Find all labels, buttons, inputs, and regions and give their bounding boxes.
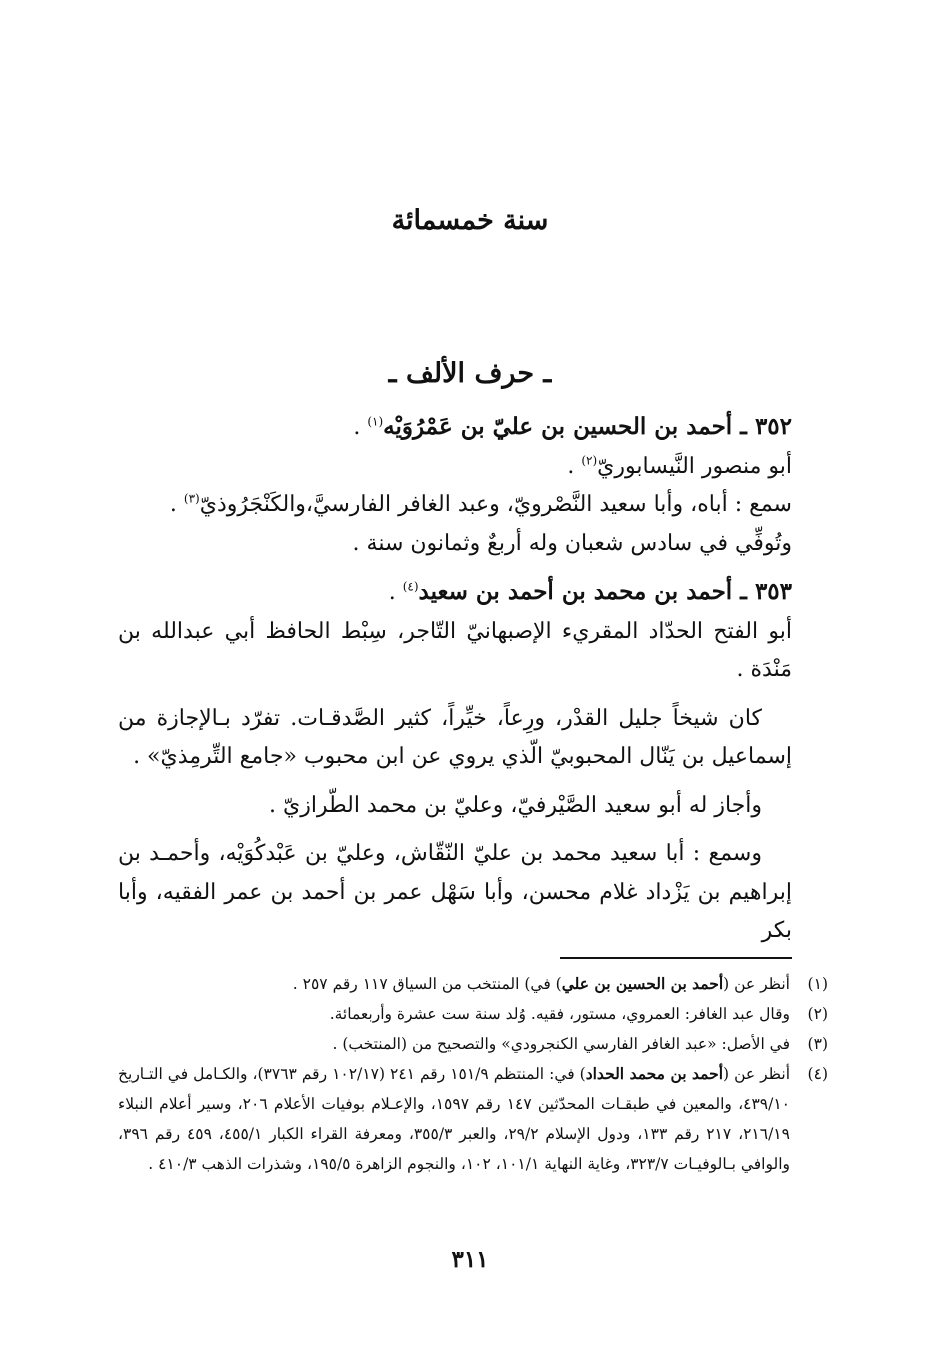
footnote-text <box>118 1059 790 1179</box>
footnote-text <box>118 969 790 999</box>
footnote-number: (٣) <box>807 1035 828 1053</box>
footnote-number: (١) <box>807 975 828 993</box>
footnote-text: وقال عبد الغافر: العمروي، مستور، فقيه. وُلد سنة ست عشرة وأربعمائة. <box>329 1005 790 1023</box>
entry-352-death: وتُوفِّي في سادس شعبان وله أربعٌ وثمانون سنة . <box>352 530 792 556</box>
footnote-text-part: ) في: المنتظم ١٥١/٩ رقم ٢٤١ (١٠٢/١٧ رقم ٣٧٦٣)، والكـامل في التـاريخ ٤٣٩/١٠، والمعين في طبقـات المحدّثين ١٤٧ رقم ١٥٩٧، والإعـلام بوفيات الأعلام ٢٠٦، وسير أعلام النبلاء ٢١٦/١٩، ٢١٧ رقم ١٣٣، ودول الإسلام ٢٩/٢، والعبر ٣٥٥/٣، ومعرفة القراء الكبار ٤٥٥/١، ٤٥٩ رقم ٣٩٦، والوافي بـالوفيـات ٣٢٣/٧، وغاية النهاية ١٠١/١، ١٠٢، والنجوم الزاهرة ١٩٥/٥، وشذرات الذهب ٤١٠/٣ . <box>118 1065 790 1173</box>
footnote-marker: (١) <box>367 414 384 429</box>
entry-352-title <box>118 408 792 448</box>
entry-353-description: كان شيخاً جليل القدْر، ورِعاً، خيِّراً، كثير الصَّدقـات. تفرّد بـالإجازة من إسماعيل بن يَنّال المحبوبيّ الّذي يروي عن ابن محبوب «جامع التِّرمِذيّ» . <box>118 705 792 769</box>
letter-section-heading: ـ حرف الألف ـ <box>388 358 552 389</box>
page-number: ٣١١ <box>451 1246 489 1273</box>
entry-352-heard <box>118 486 792 525</box>
entry-353-heard: وسمع : أبا سعيد محمد بن عليّ النّقّاش، وعليّ بن عَبْدكُوَيْه، وأحمـد بن إبراهيم بن يَزْداد غلام محسن، وأبا سَهْل عمر بن أحمد بن عمر الفقيه، وأبا بكر <box>118 841 792 943</box>
footnote-1 <box>118 969 828 999</box>
footnote-marker: (٢) <box>581 453 598 468</box>
entry-352-kunya <box>118 448 792 487</box>
punctuation: . <box>353 415 368 440</box>
main-text <box>118 408 792 951</box>
footnote-number: (٤) <box>807 1065 828 1083</box>
footnote-text-part: أنظر عن ( <box>723 975 790 993</box>
kunya-text: أبو منصور النَّيسابوريّ <box>597 453 792 479</box>
footnote-marker: (٣) <box>183 491 200 506</box>
footnote-text: في الأصل: «عبد الغافر الفارسي الكنجرودي» والتصحيح من (المنتخب) . <box>332 1035 790 1053</box>
footnote-text-part: أنظر عن ( <box>723 1065 790 1083</box>
footnote-divider <box>560 957 792 959</box>
punctuation: . <box>169 492 184 517</box>
footnote-text-part: ) في) المنتخب من السياق ١١٧ رقم ٢٥٧ . <box>292 975 562 993</box>
footnote-4 <box>118 1059 828 1179</box>
entry-353-title <box>118 573 792 613</box>
footnote-bold-name: أحمد بن الحسين بن علي <box>561 974 724 993</box>
footnote-3 <box>118 1029 828 1059</box>
entry-353-kunya: أبو الفتح الحدّاد المقريء الإصبهانيّ التّاجر، سِبْط الحافظ أبي عبدالله بن مَنْدَة . <box>118 618 792 682</box>
heard-text: سمع : أباه، وأبا سعيد النَّصْرويّ، وعبد الغافر الفارسيَّ،والكَنْجَرُوذيّ <box>199 492 792 517</box>
punctuation: . <box>388 580 403 605</box>
footnotes-section <box>118 969 828 1179</box>
year-heading: سنة خمسمائة <box>391 205 549 236</box>
entry-title-text: ٣٥٣ ـ أحمد بن محمد بن أحمد بن سعيد <box>418 578 792 605</box>
footnote-2 <box>118 999 828 1029</box>
entry-title-text: ٣٥٢ ـ أحمد بن الحسين بن عليّ بن عَمْرُوَيْه <box>383 413 792 440</box>
footnote-number: (٢) <box>807 1005 828 1023</box>
entry-353-licensed-by: وأجاز له أبو سعيد الصَّيْرفيّ، وعليّ بن محمد الطّرازيّ . <box>268 792 762 818</box>
punctuation: . <box>567 453 582 479</box>
footnote-bold-name: أحمد بن محمد الحداد <box>585 1064 724 1083</box>
footnote-marker: (٤) <box>402 579 419 594</box>
